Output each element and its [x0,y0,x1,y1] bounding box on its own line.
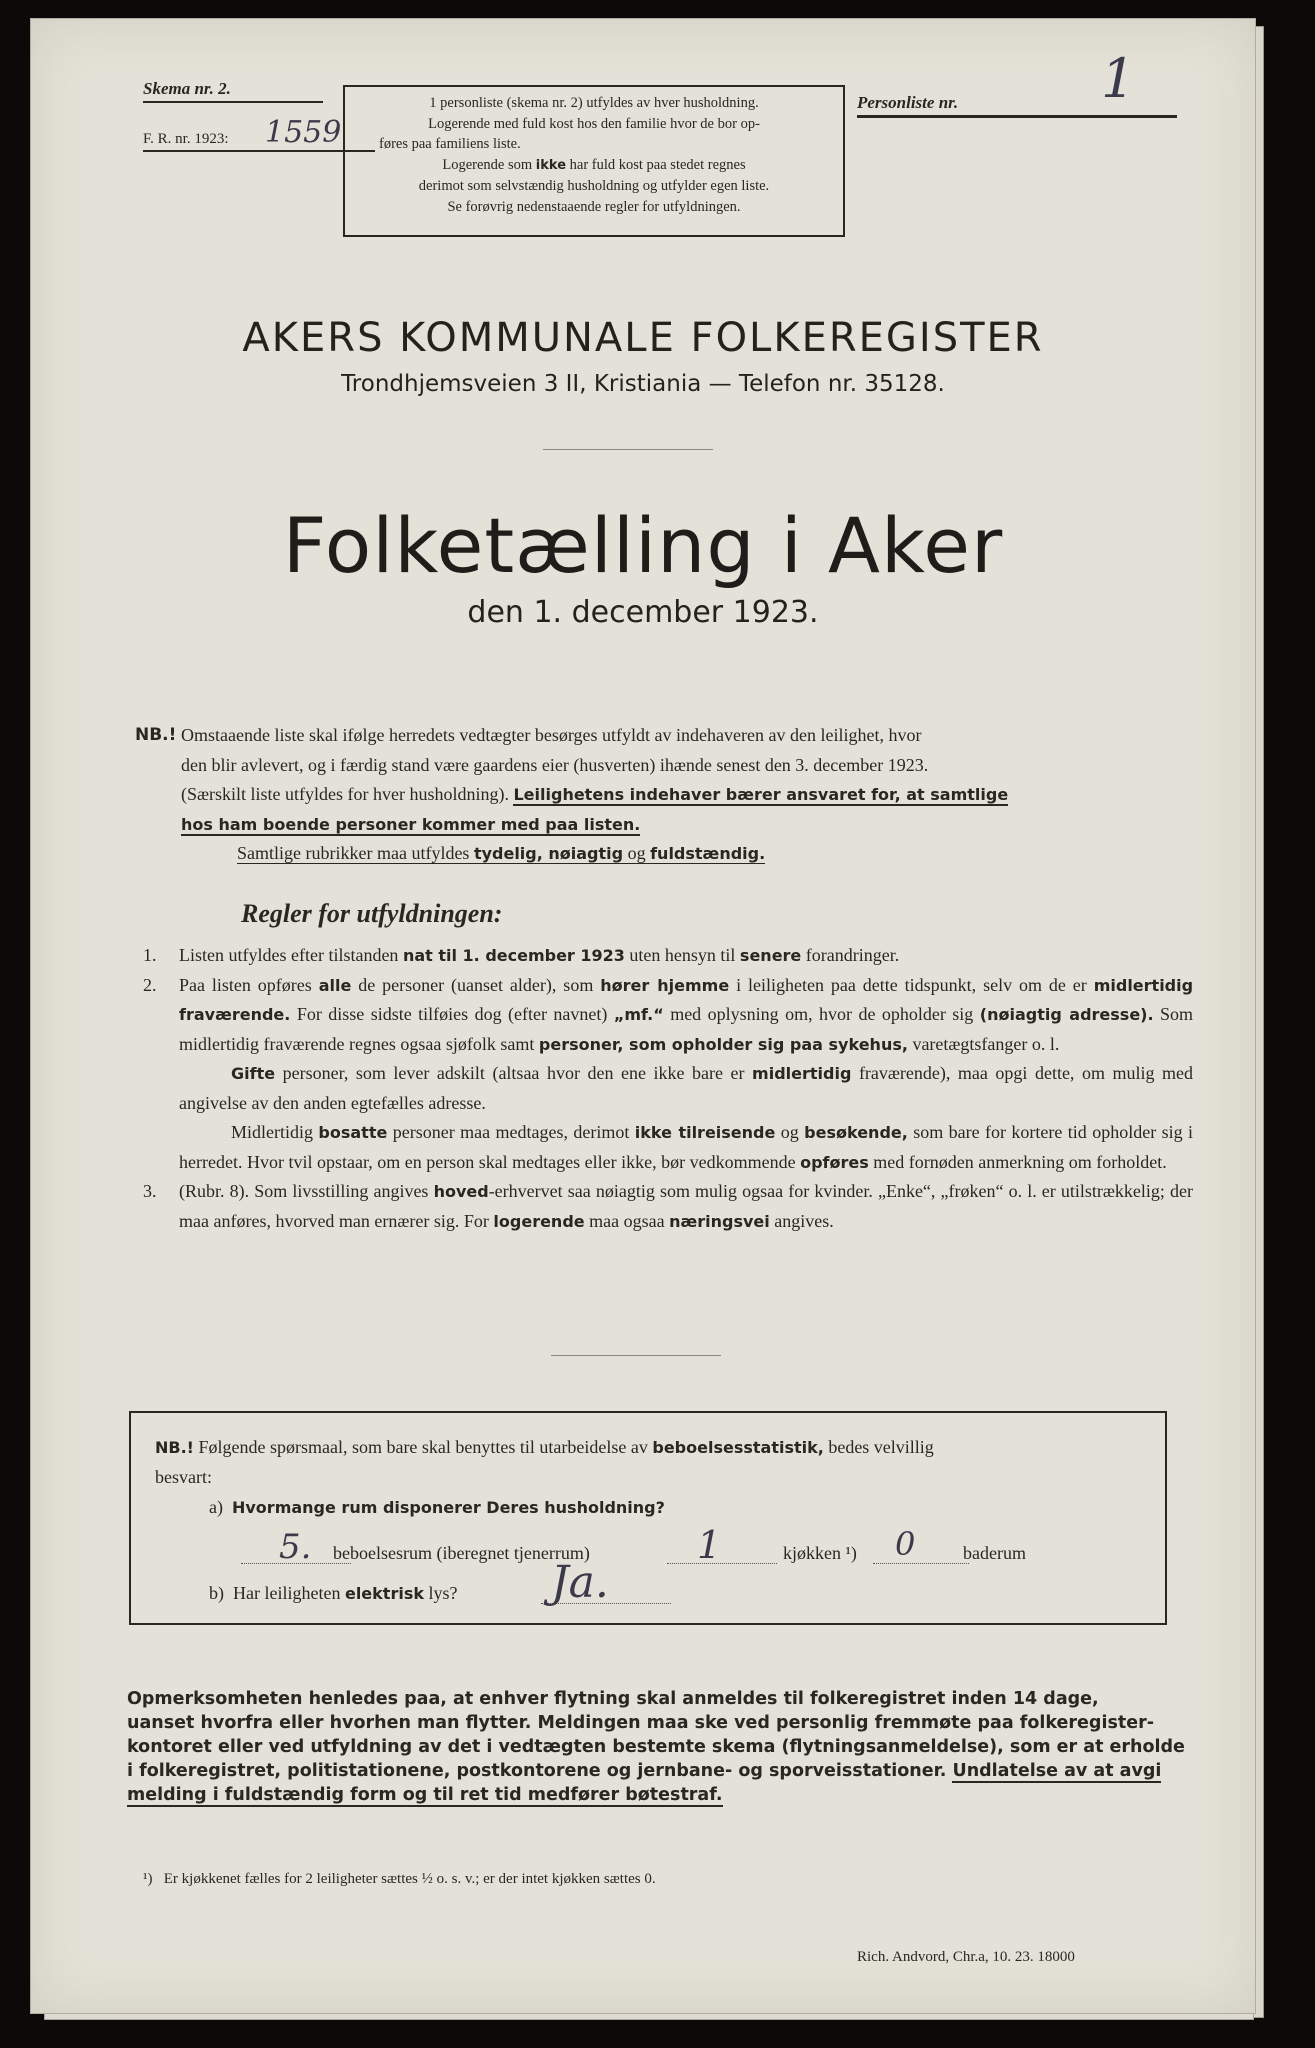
rule-1-c: uten hensyn til [629,945,736,965]
rule-2c-h: opføres [800,1152,869,1172]
rule-2-h: „mf.“ [613,1005,664,1024]
nb1-line-4-text: hos ham boende personer kommer med paa listen. [181,814,641,834]
nb1-line-5-b: tydelig, nøiagtig [473,844,624,863]
rule-2c-a: Midlertidig [231,1122,313,1142]
rules-heading: Regler for utfyldningen: [241,899,503,928]
rule-2b-d: fraværende), maa opgi dette, om mulig med angivelse av den anden egtefælles adresse. [179,1063,1194,1113]
rules-list [143,941,1193,1236]
rule-2-a: Paa listen opføres [179,974,312,995]
rule-2-number: 2. [143,974,157,995]
rule-1-number: 1. [143,945,157,965]
main-title: Folketælling i Aker [282,501,1004,590]
rule-2-i: med oplysning om, hvor de opholder sig [670,1004,974,1024]
nb1-label: NB.! [135,725,177,745]
nb2-label: NB.! [155,1438,194,1457]
rule-2b-b: personer, som lever adskilt (altsaa hvor den ene ikke bare er [282,1063,745,1083]
nb1-line-3 [181,780,1191,810]
notice-line-4 [127,1759,1197,1783]
notice-line-5-text: melding i fuldstændig form og til ret tid medfører bøtestraf. [127,1785,723,1805]
nb1-responsibility: Leilighetens indehaver bærer ansvaret for, at samtlige [513,785,1009,804]
question-a [209,1493,1109,1523]
rule-2c-g: som bare for kortere tid opholder sig i herredet. Hvor tvil opstaar, om en person skal medtages eller ikke, bør vedkommende [179,1122,1193,1172]
bath-field[interactable] [873,1525,969,1567]
rooms-value-handwritten: 5. [279,1527,312,1567]
nb2-intro-b: beboelsesstatistik, [652,1438,824,1457]
kitchen-leader [667,1563,777,1564]
nb1-line-3-a: (Særskilt liste utfyldes for hver husholdning). [181,784,509,804]
notice-line-2: uanset hvorfra eller hvorhen man flytter. Meldingen maa ske ved personlig fremmøte paa folkeregister- [127,1713,1154,1733]
personliste-number-handwritten: 1 [1101,47,1136,110]
rule-3-number: 3. [143,1181,157,1201]
rule-2c-d: ikke tilreisende [634,1123,776,1142]
nb1-line-5-a: Samtlige rubrikker maa utfyldes [237,843,470,863]
census-form-page [30,18,1256,2014]
rule-2-j: (nøiagtig adresse). [979,1005,1154,1024]
rule-1-e: forandringer. [805,945,900,965]
nb2-intro-a: Følgende spørsmaal, som bare skal benyttes til utarbeidelse av [198,1437,648,1457]
fr-number-handwritten: 1559 [265,115,342,150]
nb1-line-5 [237,839,1191,869]
printer-imprint: Rich. Andvord, Chr.a, 10. 23. 18000 [857,1949,1075,1965]
skema-label: Skema nr. 2. [143,79,323,103]
box-line-4-a: Logerende som [442,156,533,173]
bath-value-handwritten: 0 [895,1525,916,1563]
rule-1-b: nat til 1. december 1923 [402,946,625,965]
rule-3-b: hoved [433,1182,489,1201]
rule-3-g: angives. [774,1210,834,1231]
rule-3-f: næringsvei [669,1211,770,1231]
housing-statistics-box [129,1411,1167,1625]
instruction-box [343,85,845,237]
rule-2-f: midlertidig fraværende. [179,975,1194,1024]
footnote [143,1871,1143,1888]
rule-2-e: i leiligheten paa dette tidspunkt, selv om de er [736,974,1087,995]
rule-2-midlertidig [143,1118,1193,1177]
nb1-line-5-c: og [627,843,646,863]
notice-line-5 [127,1783,1197,1807]
box-line-1: 1 personliste (skema nr. 2) utfyldes av hver husholdning. [429,95,759,111]
nb2-intro-d: besvart: [155,1466,212,1487]
divider-1 [543,449,713,450]
rule-2-d: hører hjemme [600,975,730,995]
question-b-text-a: Har leiligheten [233,1583,341,1603]
fr-number-row [143,115,375,152]
fr-label: F. R. nr. 1923: [143,131,229,147]
rule-1 [143,941,1193,971]
box-line-5: derimot som selvstændig husholdning og utfylder egen liste. [418,178,770,194]
electric-answer-handwritten: Ja. [551,1557,609,1608]
box-line-2: Logerende med fuld kost hos den familie hvor de bor op- [428,115,760,132]
rule-2-gifte [143,1059,1193,1118]
rooms-label: beboelsesrum (iberegnet tjenerrum) [333,1543,590,1563]
nb2-intro [155,1433,1141,1492]
rule-3-a: (Rubr. 8). Som livsstilling angives [179,1181,429,1201]
box-line-3: føres paa familiens liste. [379,136,521,152]
rule-3-e: maa ogsaa [589,1210,665,1231]
rule-3 [143,1177,1193,1236]
office-name: AKERS KOMMUNALE FOLKEREGISTER [242,315,1044,361]
bath-leader [873,1563,969,1564]
question-a-text: Hvormange rum disponerer Deres husholdning? [231,1498,665,1517]
question-a-label: a) [209,1497,223,1517]
rule-2c-e: og [780,1122,799,1142]
rule-2-b: alle [318,975,352,995]
nb1-line-5-wrap [237,843,765,864]
kitchen-label: kjøkken ¹) [783,1543,857,1563]
divider-2 [551,1355,721,1356]
notice-line-3: kontoret eller ved utfyldning av det i vedtægten bestemte skema (flytningsanmeldelse), som er at erholde [127,1737,1185,1757]
rule-1-d: senere [739,946,802,965]
rule-2c-b: bosatte [318,1123,388,1142]
rule-2-c: de personer (uanset alder), som [358,974,594,995]
box-line-6: Se forøvrig nedenstaaende regler for utfyldningen. [447,198,741,215]
rule-2b-a: Gifte [231,1064,276,1083]
question-b-label: b) [209,1583,224,1603]
electric-light-field[interactable] [541,1557,671,1608]
rule-3-c: -erhvervet saa nøiagtig som mulig ogsaa for kvinder. „Enke“, „frøken“ o. l. er utilstrækkelig; der maa anføres, hvorved man ernærer sig. For [179,1181,1193,1231]
bath-label: baderum [963,1543,1026,1563]
notice-line-1: Opmerksomheten henledes paa, at enhver flytning skal anmeldes til folkeregistret inden 14 dage, [127,1689,1099,1709]
nb1-line-2: den blir avlevert, og i færdig stand være gaardens eier (husverten) ihænde senest den 3. december 1923. [181,754,929,775]
nb1-line-1: Omstaaende liste skal ifølge herredets vedtægter besørges utfyldt av indehaveren av den leilighet, hvor [181,725,922,745]
nb1-section [135,721,1191,869]
box-line-4-c: har fuld kost paa stedet regnes [569,156,746,173]
question-b-text-c: lys? [428,1583,458,1603]
notice-line-4-a: i folkeregistret, politistationene, postkontorene og jernbane- og sporveisstationer. [127,1761,947,1781]
rule-2c-f: besøkende, [804,1123,908,1142]
rule-3-d: logerende [493,1211,585,1231]
footnote-mark: ¹) [143,1871,153,1887]
nb1-line-4 [181,810,1191,840]
rule-2c-i: med fornøden anmerkning om forholdet. [873,1151,1167,1172]
kitchen-value-handwritten: 1 [697,1523,722,1567]
rule-2-l: personer, som opholder sig paa sykehus, [538,1034,908,1054]
footnote-text: Er kjøkkenet fælles for 2 leiligheter sættes ½ o. s. v.; er der intet kjøkken sættes 0. [163,1871,656,1887]
personliste-row [857,47,1177,118]
title-date: den 1. december 1923. [467,595,819,630]
office-address: Trondhjemsveien 3 II, Kristiania — Telefon nr. 35128. [341,371,945,397]
rule-1-a: Listen utfyldes efter tilstanden [179,945,399,965]
box-line-4 [345,155,843,177]
moving-notice [127,1687,1197,1807]
question-b-text-b: elektrisk [344,1584,424,1603]
notice-line-4-b: Undlatelse av at avgi [952,1761,1162,1781]
rule-2c-c: personer maa medtages, derimot [392,1122,630,1142]
rule-2-m: varetægtsfanger o. l. [912,1033,1060,1054]
rule-2-k: Som midlertidig fraværende regnes ogsaa sjøfolk samt [179,1004,1194,1054]
rule-2b-c: midlertidig [752,1064,852,1083]
personliste-label: Personliste nr. [857,93,959,112]
kitchen-field[interactable] [667,1523,777,1567]
nb2-intro-c: bedes velvillig [828,1437,934,1457]
box-line-4-b: ikke [535,157,567,173]
rule-2-g: For disse sidste tilføies dog (efter navnet) [296,1004,608,1024]
rule-2 [143,971,1193,1060]
nb1-line-5-d: fuldstændig. [650,844,766,863]
